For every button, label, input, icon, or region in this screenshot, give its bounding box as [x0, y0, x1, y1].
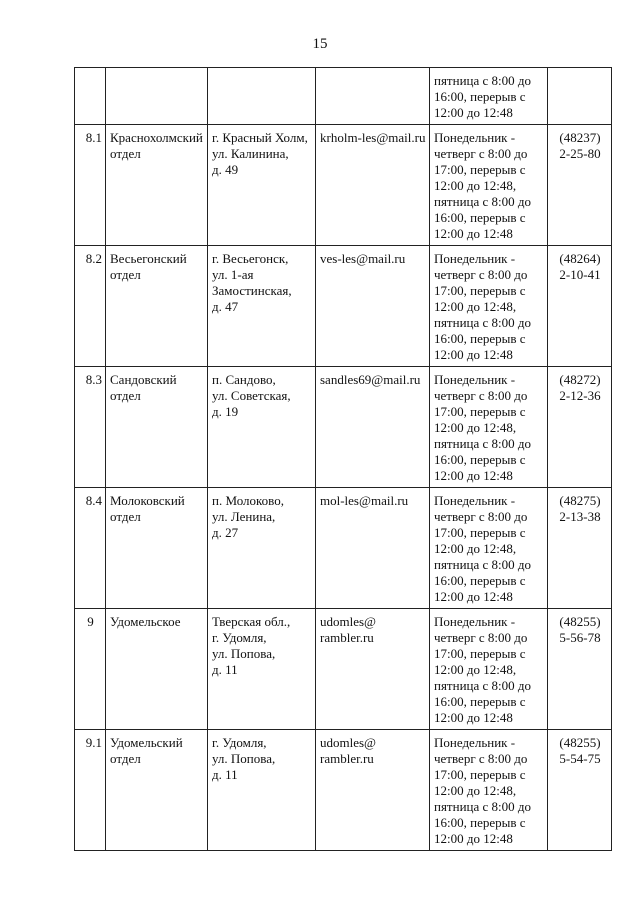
office-email: udomles@ rambler.ru: [316, 730, 430, 851]
office-phone: (48237) 2-25-80: [548, 125, 612, 246]
office-address: п. Сандово, ул. Советская, д. 19: [208, 367, 316, 488]
office-hours: Понедельник - четверг с 8:00 до 17:00, перерыв с 12:00 до 12:48, пятница с 8:00 до 16:00, перерыв с 12:00 до 12:48: [430, 488, 548, 609]
row-number: 8.1: [75, 125, 106, 246]
office-name: Краснохолмский отдел: [106, 125, 208, 246]
page-number: 15: [312, 36, 328, 52]
office-hours: Понедельник - четверг с 8:00 до 17:00, перерыв с 12:00 до 12:48, пятница с 8:00 до 16:00, перерыв с 12:00 до 12:48: [430, 730, 548, 851]
office-name: Сандовский отдел: [106, 367, 208, 488]
office-email: [316, 68, 430, 125]
row-number: [75, 68, 106, 125]
office-phone: (48264) 2-10-41: [548, 246, 612, 367]
office-phone: [548, 68, 612, 125]
office-name: Удомельское: [106, 609, 208, 730]
office-address: п. Молоково, ул. Ленина, д. 27: [208, 488, 316, 609]
office-hours: пятница с 8:00 до 16:00, перерыв с 12:00 до 12:48: [430, 68, 548, 125]
office-address: Тверская обл., г. Удомля, ул. Попова, д. 11: [208, 609, 316, 730]
office-hours: Понедельник - четверг с 8:00 до 17:00, перерыв с 12:00 до 12:48, пятница с 8:00 до 16:00, перерыв с 12:00 до 12:48: [430, 609, 548, 730]
table-row: [75, 68, 612, 125]
table-row: [75, 609, 612, 730]
office-hours: Понедельник - четверг с 8:00 до 17:00, перерыв с 12:00 до 12:48, пятница с 8:00 до 16:00, перерыв с 12:00 до 12:48: [430, 246, 548, 367]
office-phone: (48255) 5-54-75: [548, 730, 612, 851]
office-name: Весьегонский отдел: [106, 246, 208, 367]
row-number: 9.1: [75, 730, 106, 851]
office-email: sandles69@mail.ru: [316, 367, 430, 488]
office-address: г. Весьегонск, ул. 1-ая Замостинская, д. 47: [208, 246, 316, 367]
office-name: Удомельский отдел: [106, 730, 208, 851]
office-name: Молоковский отдел: [106, 488, 208, 609]
forestry-offices-table: [74, 67, 612, 851]
table-row: [75, 246, 612, 367]
office-name: [106, 68, 208, 125]
office-address: [208, 68, 316, 125]
office-phone: (48272) 2-12-36: [548, 367, 612, 488]
row-number: 8.2: [75, 246, 106, 367]
office-phone: (48255) 5-56-78: [548, 609, 612, 730]
table-row: [75, 488, 612, 609]
office-email: ves-les@mail.ru: [316, 246, 430, 367]
office-hours: Понедельник - четверг с 8:00 до 17:00, перерыв с 12:00 до 12:48, пятница с 8:00 до 16:00, перерыв с 12:00 до 12:48: [430, 125, 548, 246]
office-hours: Понедельник - четверг с 8:00 до 17:00, перерыв с 12:00 до 12:48, пятница с 8:00 до 16:00, перерыв с 12:00 до 12:48: [430, 367, 548, 488]
row-number: 8.4: [75, 488, 106, 609]
row-number: 8.3: [75, 367, 106, 488]
row-number: 9: [75, 609, 106, 730]
office-phone: (48275) 2-13-38: [548, 488, 612, 609]
office-address: г. Красный Холм, ул. Калинина, д. 49: [208, 125, 316, 246]
table-row: [75, 730, 612, 851]
office-email: udomles@ rambler.ru: [316, 609, 430, 730]
office-email: mol-les@mail.ru: [316, 488, 430, 609]
table-row: [75, 367, 612, 488]
office-email: krholm-les@mail.ru: [316, 125, 430, 246]
office-address: г. Удомля, ул. Попова, д. 11: [208, 730, 316, 851]
table-row: [75, 125, 612, 246]
